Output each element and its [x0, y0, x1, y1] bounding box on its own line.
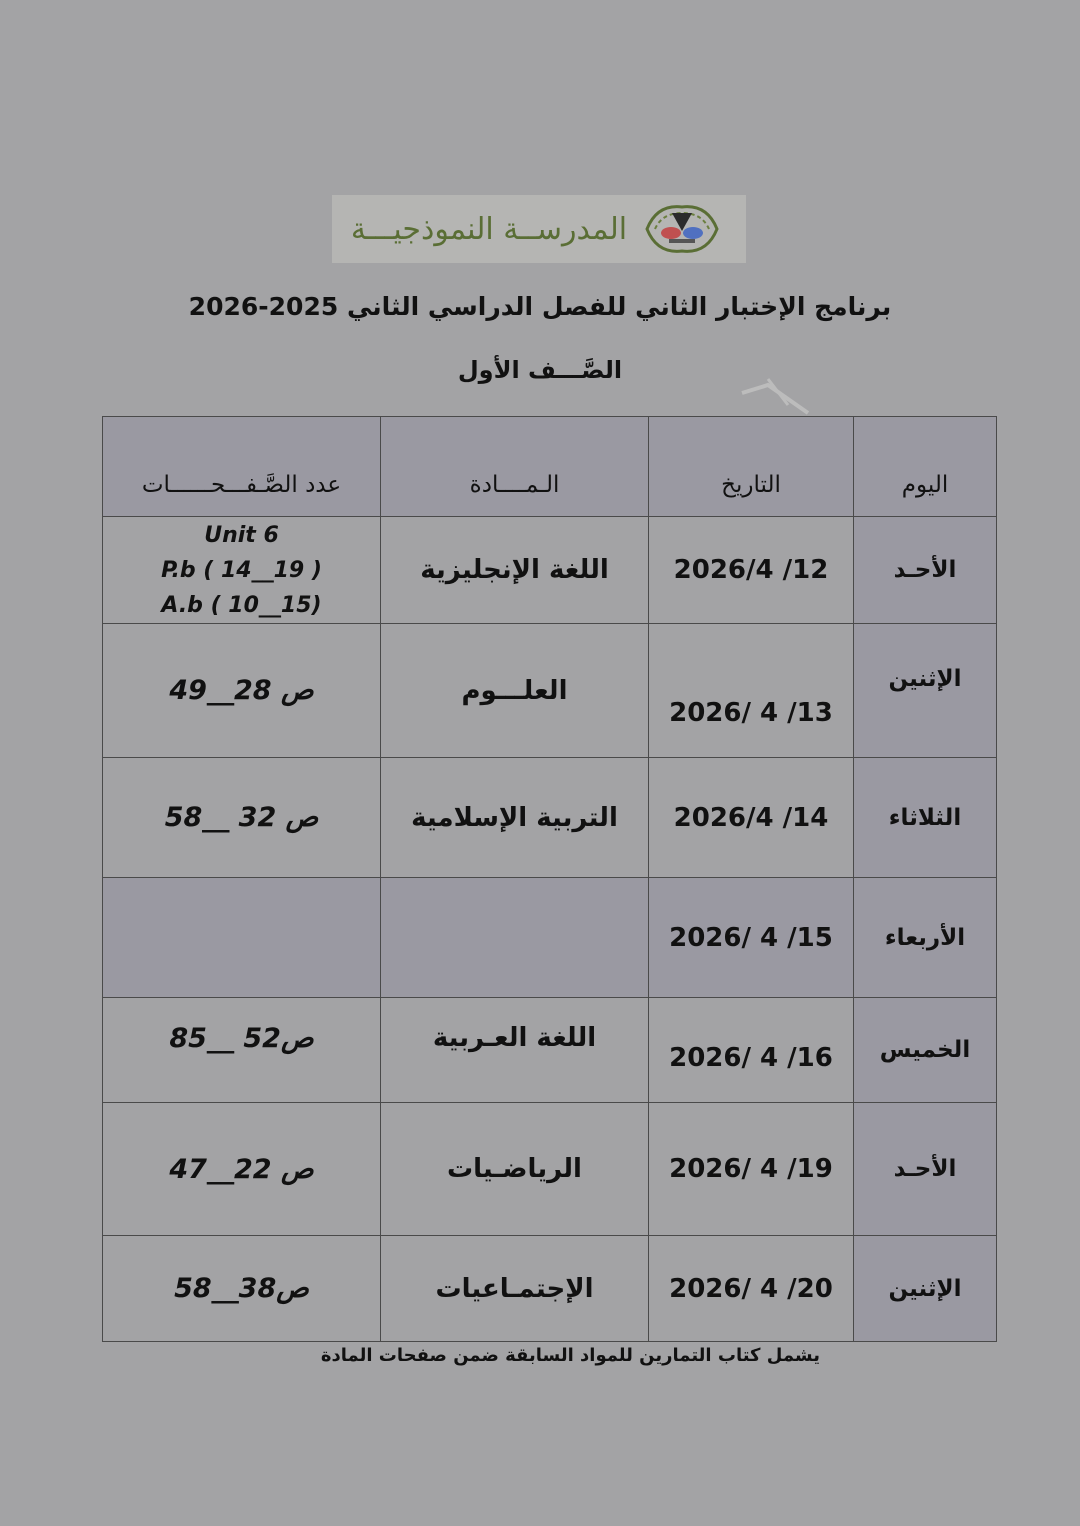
table-header-row — [103, 417, 997, 517]
subject-cell: العلـــوم — [381, 624, 649, 758]
day-cell: الثلاثاء — [854, 758, 997, 878]
exam-schedule-table — [102, 416, 997, 1342]
date-cell: 2026/4 /14 — [649, 758, 854, 878]
pages-cell: ص 22__47 — [103, 1103, 381, 1236]
pages-cell — [103, 878, 381, 998]
table-row — [103, 624, 997, 758]
day-cell: الإثنين — [854, 1236, 997, 1342]
table-row — [103, 998, 997, 1103]
pages-line: A.b ( 10__15) — [161, 592, 322, 618]
faint-mark-icon — [738, 375, 818, 415]
grade-title: الصَّـــف الأول — [457, 356, 623, 384]
table-row — [103, 1103, 997, 1236]
subject-cell: الإجتمـاعيات — [381, 1236, 649, 1342]
pages-line: Unit 6 — [204, 522, 279, 548]
school-logo-text: المدرســة النموذجيـــة — [350, 211, 628, 247]
table-row — [103, 878, 997, 998]
pages-cell — [103, 517, 381, 624]
subject-cell: التربية الإسلامية — [381, 758, 649, 878]
header-pages: عدد الصَّـفـــحــــــات — [103, 417, 381, 517]
day-cell: الأحـد — [854, 1103, 997, 1236]
date-cell: 2026/4 /12 — [649, 517, 854, 624]
day-cell: الأربعاء — [854, 878, 997, 998]
subject-cell: الرياضـيات — [381, 1103, 649, 1236]
page-title: برنامج الإختبار الثاني للفصل الدراسي الثاني 2025-2026 — [188, 292, 892, 321]
pages-cell: ص 32 __58 — [103, 758, 381, 878]
school-emblem-icon — [627, 199, 737, 259]
pages-cell: ص 28__49 — [103, 624, 381, 758]
table-row — [103, 517, 997, 624]
header-subject: الـمــــادة — [381, 417, 649, 517]
subject-cell: اللغة الإنجليزية — [381, 517, 649, 624]
pages-cell: ص52 __85 — [103, 998, 381, 1103]
subject-cell — [381, 878, 649, 998]
table-row — [103, 758, 997, 878]
footnote: يشمل كتاب التمارين للمواد السابقة ضمن صفحات المادة — [320, 1345, 820, 1366]
date-cell: 2026/ 4 /13 — [649, 624, 854, 758]
day-cell: الخميس — [854, 998, 997, 1103]
header-day: اليوم — [854, 417, 997, 517]
date-cell: 2026/ 4 /15 — [649, 878, 854, 998]
header-date: التاريخ — [649, 417, 854, 517]
table-row — [103, 1236, 997, 1342]
date-cell: 2026/ 4 /16 — [649, 998, 854, 1103]
school-logo — [332, 195, 746, 263]
date-cell: 2026/ 4 /19 — [649, 1103, 854, 1236]
pages-cell: ص38__58 — [103, 1236, 381, 1342]
pages-line: P.b ( 14__19 ) — [161, 557, 322, 583]
date-cell: 2026/ 4 /20 — [649, 1236, 854, 1342]
day-cell: الأحـد — [854, 517, 997, 624]
subject-cell: اللغة العـربية — [381, 998, 649, 1103]
day-cell: الإثنين — [854, 624, 997, 758]
